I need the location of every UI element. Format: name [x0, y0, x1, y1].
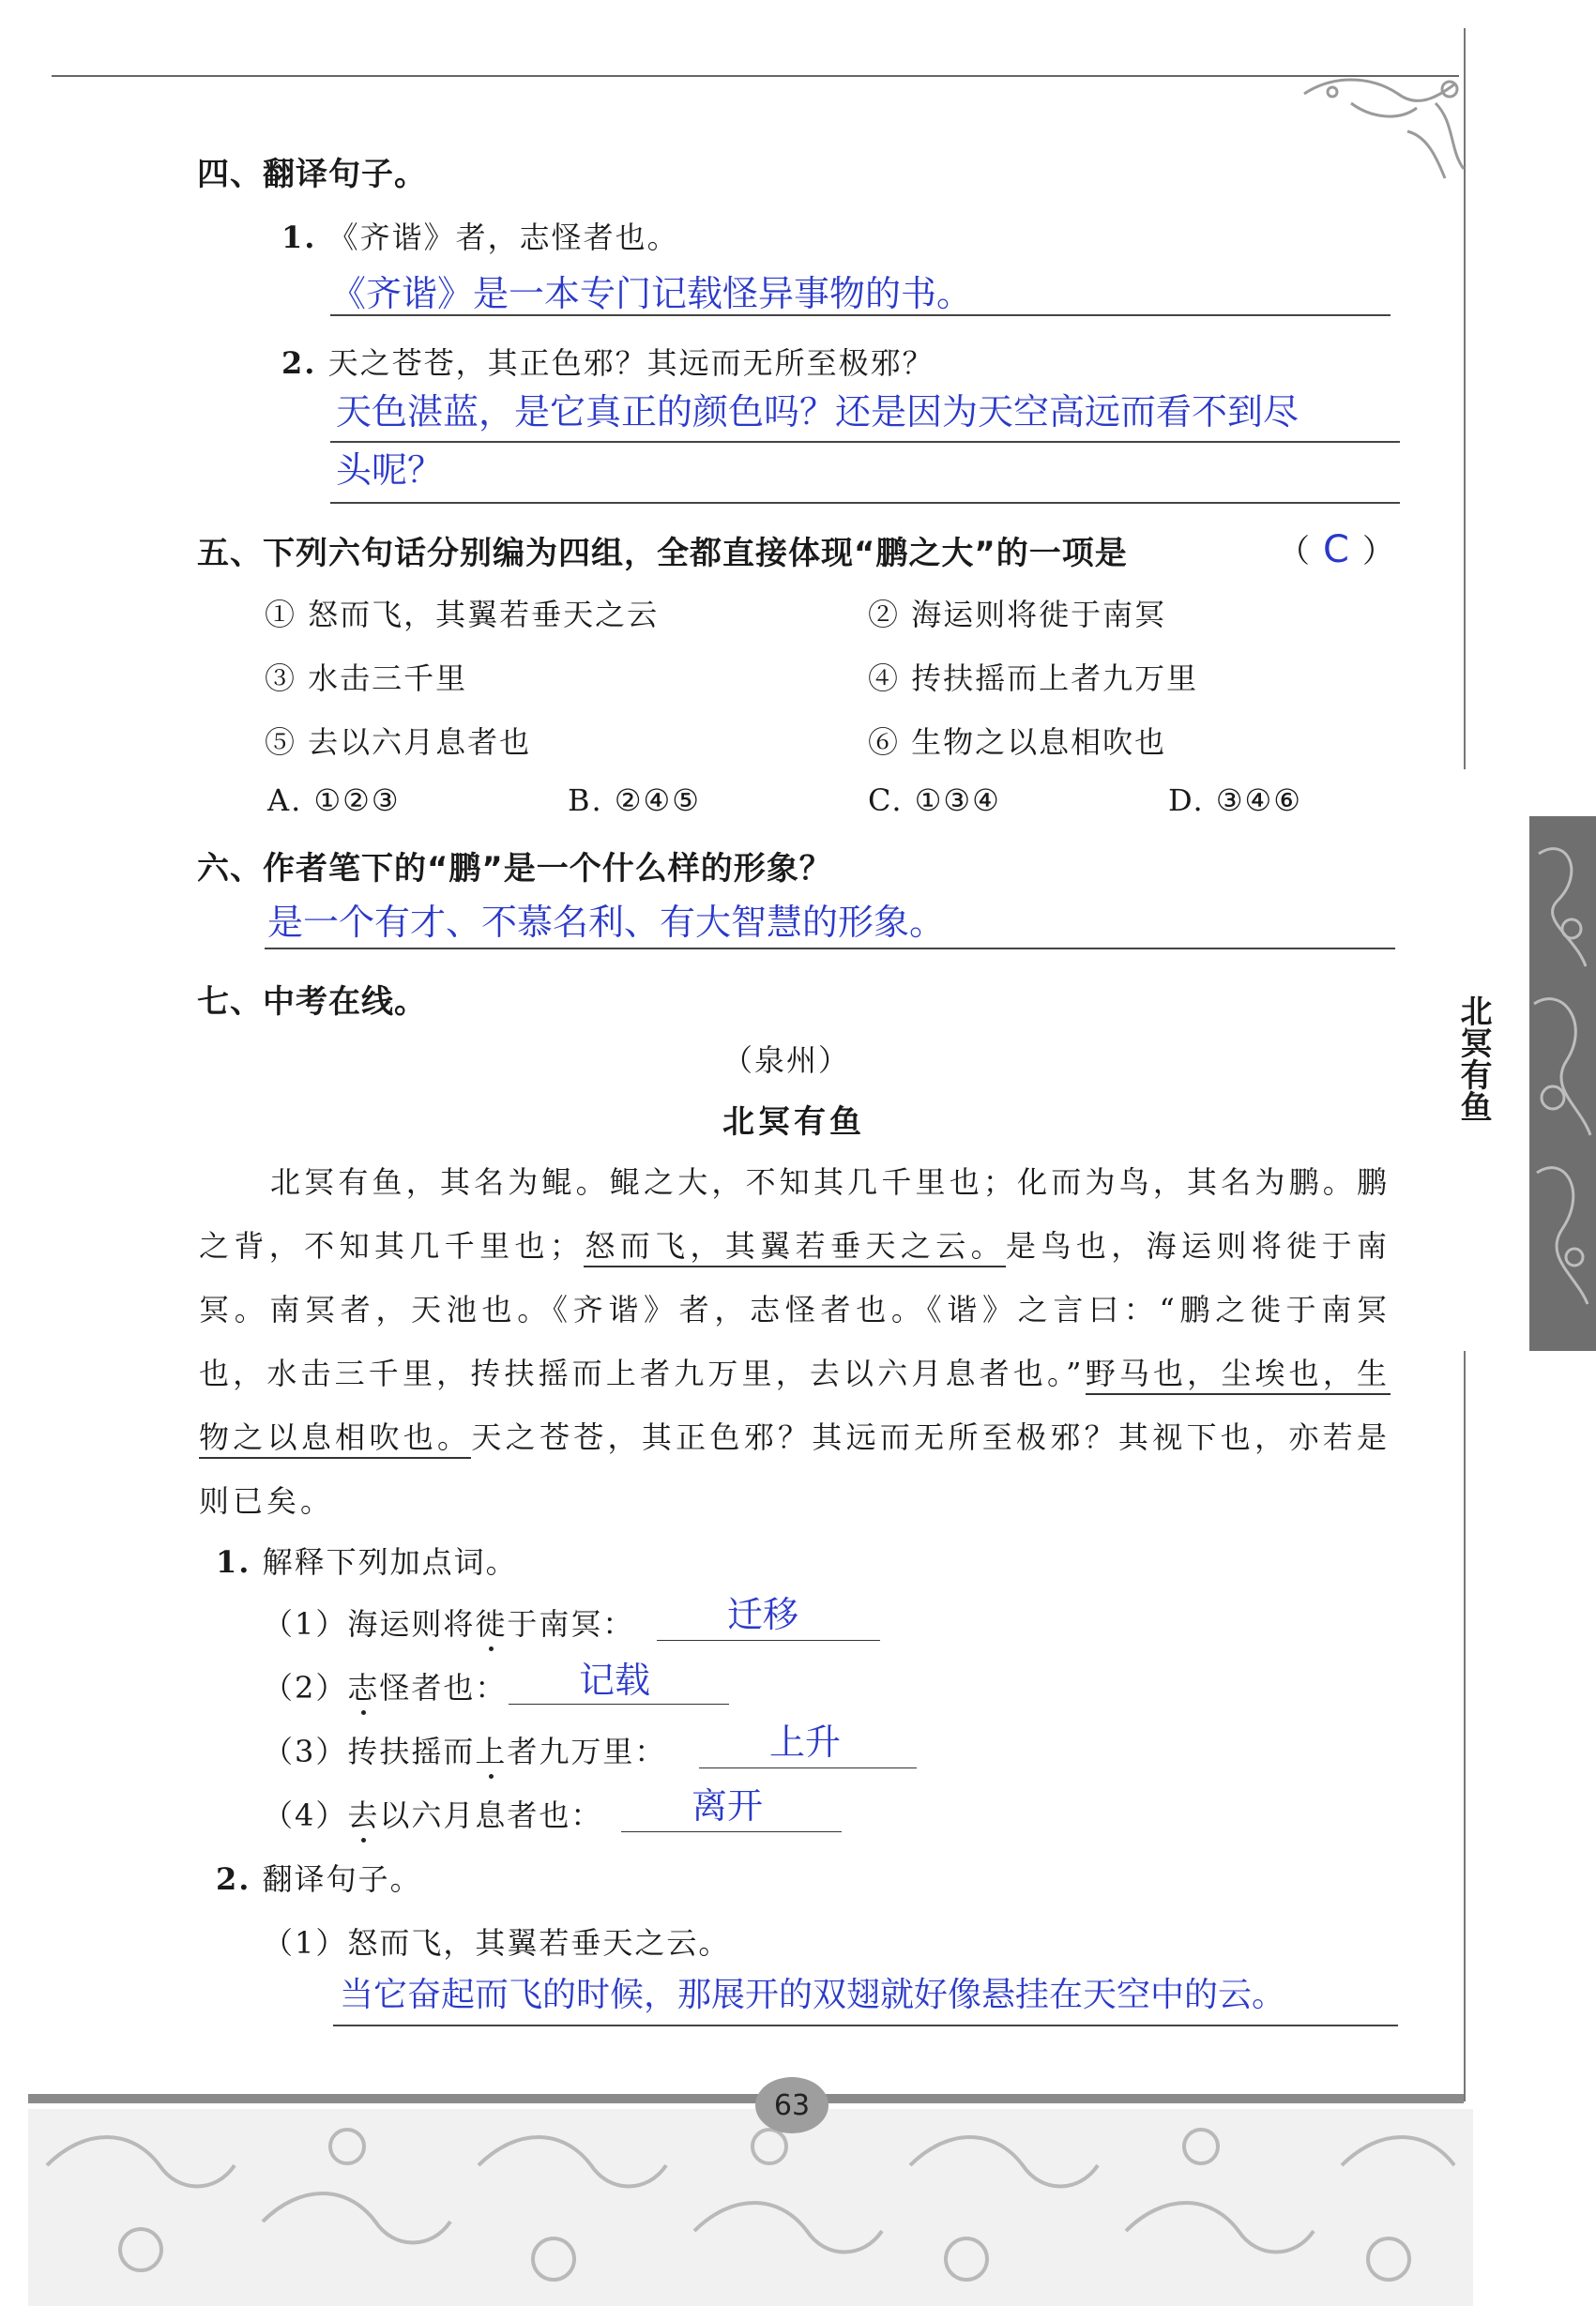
s4-q1-text: 《齐谐》者，志怪者也。: [327, 220, 679, 255]
s5-option-c: C. ①③④: [868, 782, 1001, 818]
s7-q2-answer-line: [333, 2025, 1398, 2026]
s7-title: 北冥有鱼: [722, 1103, 865, 1141]
vocab-blank-4: [621, 1831, 842, 1832]
s7-q2-num: 2.: [216, 1861, 251, 1897]
vocab-after-2: 怪者也：: [379, 1670, 508, 1706]
vocab-idx-4: （4）: [263, 1798, 348, 1833]
passage-part-2: 是鸟也，海运则将徙于南冥。南冥者，天池也。《齐谐》者，志怪者也。《谐》之言曰：“鹏之徙于南冥也，水击三千里，抟扶摇而上者九万里，去以六月息者也。”: [199, 1228, 1391, 1391]
s5-option-a: A. ①②③: [267, 782, 401, 818]
s5-item-1: ① 怒而飞，其翼若垂天之云: [265, 597, 660, 632]
s5-item-3: ③ 水击三千里: [265, 660, 468, 696]
s7-passage: [199, 1150, 1391, 1533]
s7-q2: [216, 1856, 422, 1899]
vocab-before-1: 海运则将: [347, 1606, 476, 1642]
vocab-item-3: [263, 1728, 666, 1771]
vocab-after-1: 于南冥：: [507, 1606, 635, 1642]
vocab-after-4: 以六月息者也：: [379, 1798, 603, 1833]
section-7-heading: 七、中考在线。: [197, 983, 427, 1021]
section-6-heading: 六、作者笔下的“鹏”是一个什么样的形象？: [197, 850, 832, 888]
s7-q1: [216, 1539, 518, 1582]
vocab-idx-2: （2）: [263, 1670, 348, 1706]
s5-paren-close: ）: [1361, 533, 1394, 570]
s7-q2-sub-text: 怒而飞，其翼若垂天之云。: [347, 1925, 731, 1961]
passage-underlined-2: 野马也，尘埃也，生物之以息相吹也。: [199, 1356, 1391, 1459]
s5-answer: C: [1323, 528, 1349, 571]
corner-ornament: [1295, 66, 1482, 206]
s4-q2-text: 天之苍苍，其正色邪？其远而无所至极邪？: [327, 345, 935, 381]
passage-part-1: 北冥有鱼，其名为鲲。鲲之大，不知其几千里也；化而为鸟，其名为鹏。鹏之背，不知其几千里也；: [199, 1164, 1391, 1264]
s4-q1-answer-line: [330, 314, 1391, 316]
s5-option-b: B. ②④⑤: [568, 782, 701, 818]
page-number-badge: [755, 2077, 828, 2133]
s4-q2-answer-rule2: [330, 502, 1400, 504]
s7-source: （泉州）: [722, 1042, 851, 1078]
s4-q1-answer: 《齐谐》是一本专门记载怪异事物的书。: [330, 273, 973, 314]
vocab-dotted-1: 徙: [475, 1606, 508, 1642]
s7-q1-num: 1.: [216, 1544, 251, 1580]
s4-q1: [281, 214, 679, 257]
vocab-blank-2: [509, 1704, 729, 1705]
bottom-band-stripe: [28, 2094, 1464, 2103]
s7-q2-answer: 当它奋起而飞的时候，那展开的双翅就好像悬挂在天空中的云。: [340, 1976, 1286, 2014]
s5-item-2: ② 海运则将徙于南冥: [868, 597, 1167, 632]
vocab-item-2: [263, 1664, 507, 1707]
top-rule: [52, 75, 1459, 77]
vocab-item-1: [263, 1601, 634, 1644]
vocab-dotted-2: 志: [347, 1670, 380, 1706]
vocab-idx-3: （3）: [263, 1734, 348, 1769]
s7-q2-sub: [263, 1919, 730, 1963]
s6-answer: 是一个有才、不慕名利、有大智慧的形象。: [267, 902, 946, 943]
s4-q1-num: 1.: [281, 220, 317, 255]
side-tab: [1529, 816, 1596, 1351]
bottom-cloud-pattern: [28, 2109, 1473, 2306]
s5-answer-paren: [1278, 525, 1394, 571]
s4-q2-num: 2.: [281, 345, 317, 381]
s5-item-4: ④ 抟扶摇而上者九万里: [868, 660, 1199, 696]
passage-part-3: 天之苍苍，其正色邪？其远而无所至极邪？其视下也，亦若是则已矣。: [199, 1419, 1391, 1519]
vocab-after-3: 者九万里：: [507, 1734, 667, 1769]
s5-item-6: ⑥ 生物之以息相吹也: [868, 724, 1167, 760]
s6-answer-line: [265, 948, 1395, 949]
vocab-idx-1: （1）: [263, 1606, 348, 1642]
vocab-answer-1: 迁移: [727, 1594, 799, 1635]
passage-underlined-1: 怒而飞，其翼若垂天之云。: [584, 1228, 1006, 1267]
vocab-before-3: 抟扶摇而: [347, 1734, 476, 1769]
vocab-item-4: [263, 1792, 602, 1835]
right-rule-lower: [1464, 1351, 1466, 2101]
s7-q2-text: 翻译句子。: [262, 1861, 422, 1897]
vocab-dotted-3: 上: [475, 1734, 508, 1769]
side-tab-pattern-icon: [1529, 816, 1596, 1351]
s5-paren-open: （: [1278, 533, 1310, 570]
s5-item-5: ⑤ 去以六月息者也: [265, 724, 532, 760]
vocab-answer-2: 记载: [579, 1660, 651, 1701]
page-number: 63: [773, 2088, 811, 2122]
s7-q2-sub-idx: （1）: [263, 1925, 348, 1961]
vocab-blank-1: [657, 1640, 880, 1641]
vocab-answer-3: 上升: [769, 1722, 842, 1763]
s4-q2: [281, 340, 935, 383]
s4-q2-answer-line2: 头呢？: [336, 449, 444, 491]
s4-q2-answer-line1: 天色湛蓝，是它真正的颜色吗？还是因为天空高远而看不到尽: [336, 391, 1300, 432]
vocab-blank-3: [699, 1767, 917, 1768]
s7-q1-text: 解释下列加点词。: [262, 1544, 518, 1580]
vocab-dotted-4: 去: [347, 1798, 380, 1833]
s5-option-d: D. ③④⑥: [1168, 782, 1302, 818]
side-tab-title: 北冥有鱼: [1454, 994, 1492, 1122]
section-5-heading: 五、下列六句话分别编为四组，全都直接体现“鹏之大”的一项是: [197, 535, 1128, 572]
s4-q2-answer-rule1: [330, 441, 1400, 443]
vocab-answer-4: 离开: [692, 1785, 764, 1827]
section-4-heading: 四、翻译句子。: [197, 156, 427, 193]
